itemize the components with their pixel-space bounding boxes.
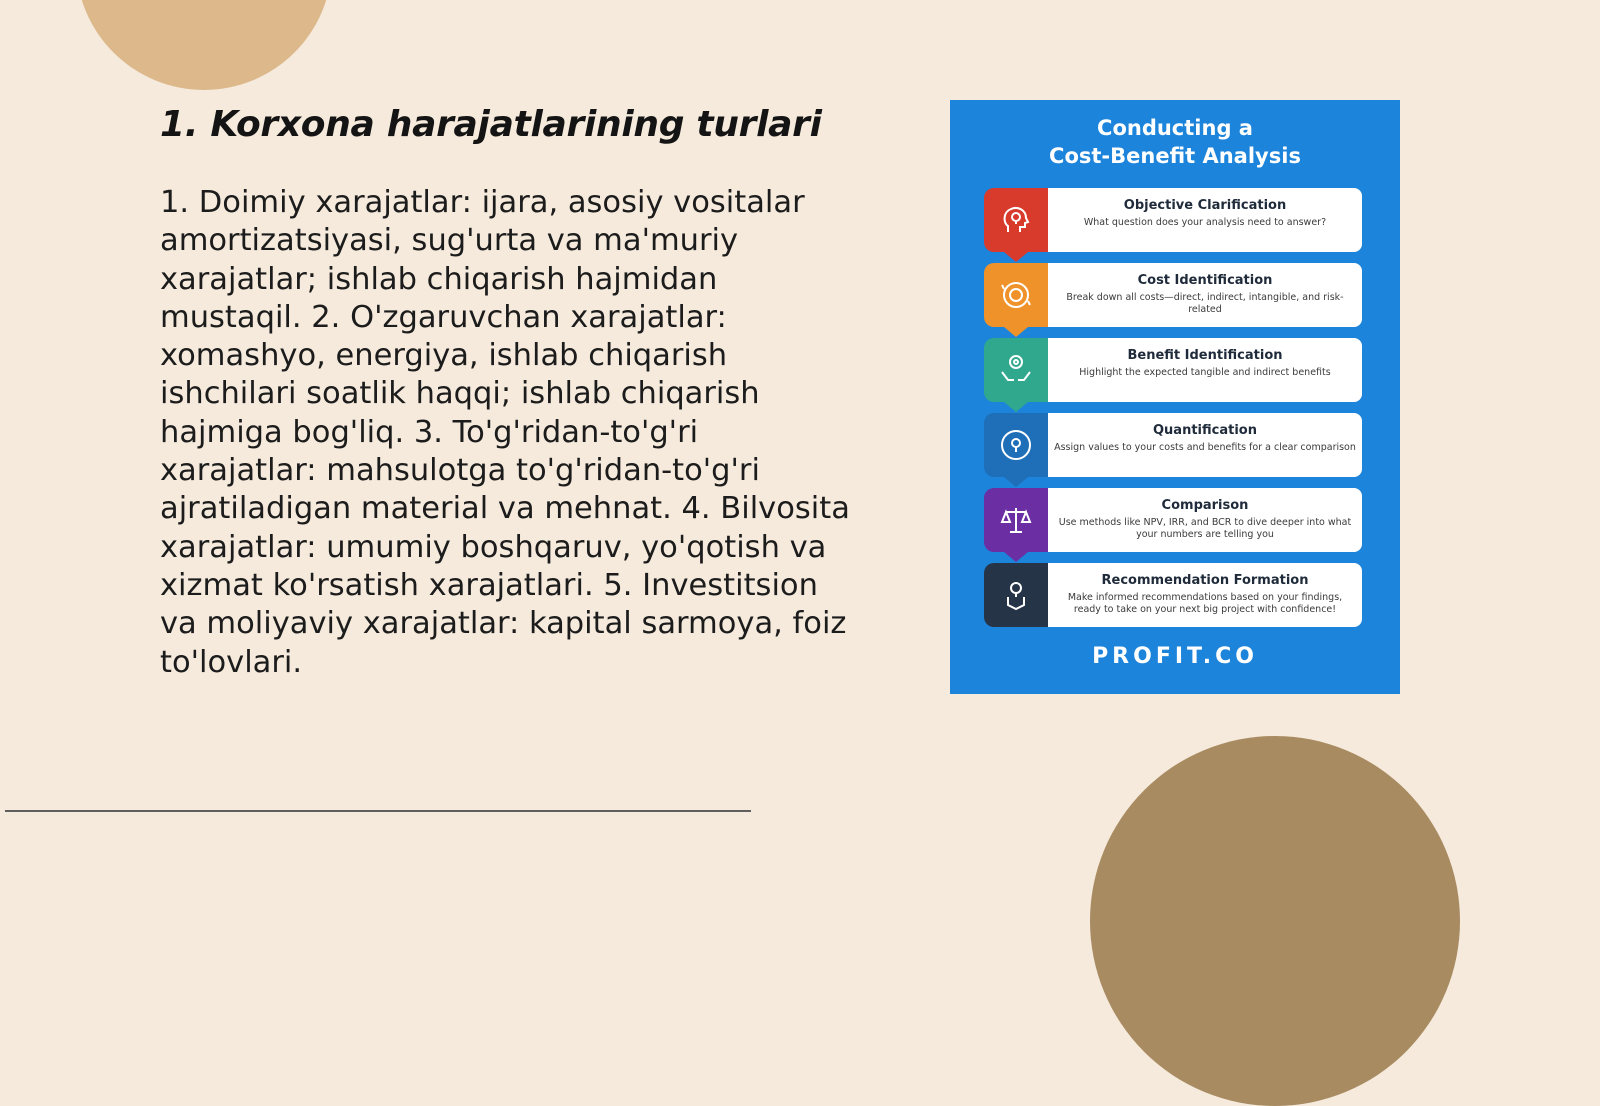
decorative-circle-bottom bbox=[1090, 736, 1460, 1106]
step-arrow bbox=[1004, 252, 1028, 262]
step-title: Quantification bbox=[1153, 423, 1257, 438]
coin-cycle-icon bbox=[984, 263, 1048, 327]
step-card bbox=[1048, 263, 1362, 327]
step-description: Break down all costs—direct, indirect, intangible, and risk-related bbox=[1066, 292, 1344, 315]
step-objective-clarification bbox=[984, 188, 1362, 252]
scale-icon bbox=[984, 488, 1048, 552]
head-lightbulb-icon bbox=[984, 188, 1048, 252]
step-cost-identification bbox=[984, 263, 1362, 327]
cost-benefit-infographic bbox=[950, 100, 1400, 694]
lightbulb-circle-icon bbox=[984, 413, 1048, 477]
step-card bbox=[1048, 188, 1362, 252]
step-card bbox=[1048, 563, 1362, 627]
step-description: What question does your analysis need to answer? bbox=[1083, 217, 1327, 228]
infographic-title-line1: Conducting a bbox=[1097, 116, 1253, 140]
decorative-circle-top bbox=[76, 0, 332, 90]
infographic-title-line2: Cost-Benefit Analysis bbox=[1049, 144, 1301, 168]
divider-line bbox=[5, 810, 751, 812]
step-comparison bbox=[984, 488, 1362, 552]
step-arrow bbox=[1004, 552, 1028, 562]
step-title: Cost Identification bbox=[1137, 273, 1273, 288]
step-description: Highlight the expected tangible and indirect benefits bbox=[1079, 367, 1331, 378]
step-title: Recommendation Formation bbox=[1101, 573, 1309, 588]
step-description: Make informed recommendations based on your findings, ready to take on your next big project with confidence! bbox=[1067, 592, 1343, 615]
profitco-logo: PROFIT.CO bbox=[1092, 644, 1258, 669]
slide-body-text: 1. Doimiy xarajatlar: ijara, asosiy vositalar amortizatsiyasi, sug'urta va ma'muriy xarajatlar; ishlab chiqarish hajmidan mustaqil. 2. O'zgaruvchan xarajatlar: xomashyo, energiya, ishlab chiqarish ishchilari soatlik haqqi; ishlab chiqarish hajmiga bog'liq. 3. To'g'ridan-to'g'ri xarajatlar: mahsulotga to'g'ridan-to'g'ri ajratiladigan material va mehnat. 4. Bilvosita xarajatlar: umumiy boshqaruv, yo'qotish va xizmat ko'rsatish xarajatlari. 5. Investitsion va moliyaviy xarajatlar: kapital sarmoya, foiz to'lovlari. bbox=[160, 185, 850, 680]
infographic-title bbox=[950, 114, 1400, 170]
step-arrow bbox=[1004, 402, 1028, 412]
hands-target-icon bbox=[984, 338, 1048, 402]
step-description: Use methods like NPV, IRR, and BCR to dive deeper into what your numbers are telling you bbox=[1058, 517, 1352, 540]
step-card bbox=[1048, 338, 1362, 402]
step-card bbox=[1048, 488, 1362, 552]
step-description: Assign values to your costs and benefits for a clear comparison bbox=[1054, 442, 1356, 453]
step-quantification bbox=[984, 413, 1362, 477]
step-title: Objective Clarification bbox=[1123, 198, 1287, 213]
step-title: Comparison bbox=[1161, 498, 1249, 513]
step-recommendation-formation bbox=[984, 563, 1362, 627]
step-title: Benefit Identification bbox=[1127, 348, 1283, 363]
step-benefit-identification bbox=[984, 338, 1362, 402]
hand-lightbulb-icon bbox=[984, 563, 1048, 627]
step-card bbox=[1048, 413, 1362, 477]
step-arrow bbox=[1004, 477, 1028, 487]
step-arrow bbox=[1004, 327, 1028, 337]
slide-title: 1. Korxona harajatlarining turlari bbox=[160, 104, 822, 145]
